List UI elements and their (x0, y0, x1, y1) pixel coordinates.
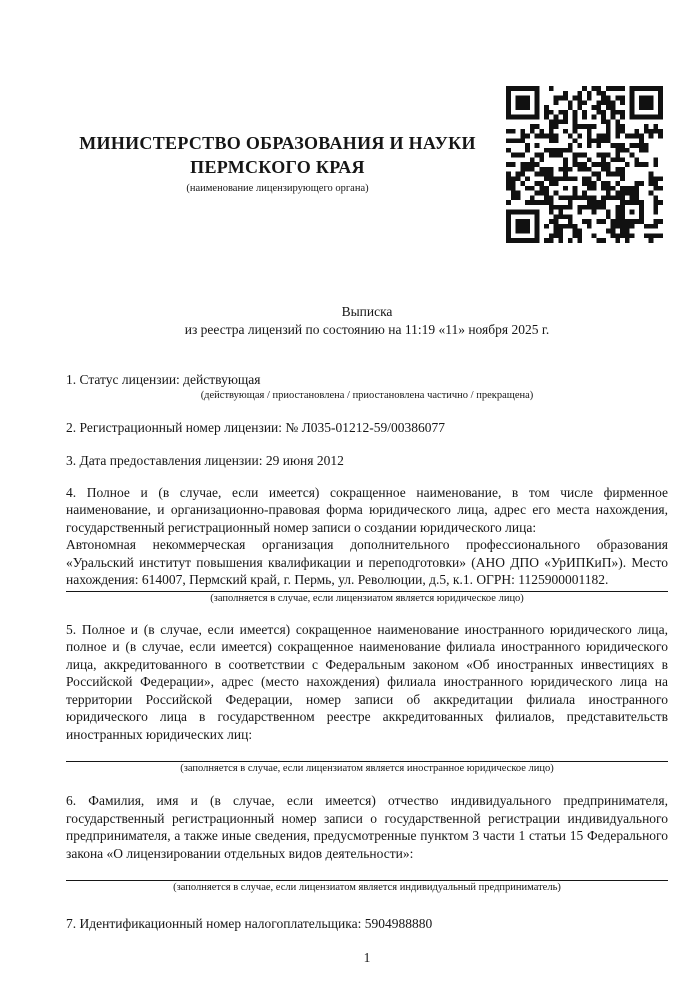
ministry-name-line2: ПЕРМСКОГО КРАЯ (190, 157, 365, 177)
taxpayer-number-text: 7. Идентификационный номер налогоплательщика: 5904988880 (66, 916, 433, 931)
item-individual-entrepreneur (66, 792, 668, 895)
licensing-authority-header (40, 131, 515, 196)
foreign-entity-note: (заполняется в случае, если лицензиатом является иностранное юридическое лицо) (180, 763, 554, 774)
page-number: 1 (363, 949, 371, 965)
document-title-line2: из реестра лицензий по состоянию на 11:19 «11» ноября 2025 г. (184, 321, 550, 337)
org-caption: (наименование лицензирующего органа) (186, 183, 369, 194)
license-status-note: (действующая / приостановлена / приостановлена частично / прекращена) (200, 389, 534, 401)
document-title-line1: Выписка (341, 304, 393, 319)
grant-date-text: 3. Дата предоставления лицензии: 29 июня 2012 (66, 453, 344, 468)
legal-entity-heading: 4. Полное и (в случае, если имеется) сокращенное наименование, в том числе фирменное наименование, и организационно-правовая форма юридического лица, адрес его места нахождения, государственный регистрационный номер записи о создании юридического лица: (66, 484, 668, 535)
item-taxpayer-number (66, 915, 668, 933)
ministry-name (40, 131, 515, 179)
document-title (66, 303, 668, 338)
ministry-name-line1: МИНИСТЕРСТВО ОБРАЗОВАНИЯ И НАУКИ (79, 133, 476, 153)
legal-entity-note: (заполняется в случае, если лицензиатом является юридическое лицо) (210, 592, 524, 604)
document-body (66, 303, 668, 966)
item-registration-number (66, 419, 668, 437)
item-legal-entity (66, 484, 668, 606)
qr-code-icon (506, 86, 663, 243)
license-status-text: 1. Статус лицензии: действующая (66, 372, 261, 387)
legal-entity-value: Автономная некоммерческая организация дополнительного профессионального образования «Уральский институт повышения квалификации и переподготовки» (АНО ДПО «УрИПКиП»). Место нахождения: 614007, Пермский край, г. Пермь, ул. Революции, д.5, к.1. ОГРН: 1125900001182. (66, 537, 668, 587)
empty-fill-line (66, 743, 668, 759)
registration-number-text: 2. Регистрационный номер лицензии: № Л035-01212-59/00386077 (66, 419, 446, 435)
foreign-entity-heading: 5. Полное и (в случае, если имеется) сокращенное наименование иностранного юридического лица, полное и (в случае, если имеется) сокращенное наименование филиала иностранного юридического лица, аккредитованного в соответствии с Федеральным законом «Об иностранных инвестициях в Российской Федерации», адрес (место нахождения) филиала иностранного юридического лица на территории Российской Федерации, номер записи об аккредитации филиала иностранного юридического лица в государственном реестре аккредитованных филиалов, представительств иностранных юридических лиц: (66, 621, 668, 742)
item-grant-date (66, 452, 668, 470)
empty-fill-line (66, 862, 668, 878)
item-license-status (66, 371, 668, 403)
entrepreneur-note: (заполняется в случае, если лицензиатом является индивидуальный предприниматель) (173, 882, 561, 893)
entrepreneur-heading: 6. Фамилия, имя и (в случае, если имеется) отчество индивидуального предпринимателя, государственный регистрационный номер записи о государственной регистрации индивидуального предпринимателя, а также иные сведения, предусмотренные пунктом 3 части 1 статьи 15 Федерального закона «О лицензировании отдельных видов деятельности»: (66, 793, 668, 861)
item-foreign-entity (66, 621, 668, 777)
